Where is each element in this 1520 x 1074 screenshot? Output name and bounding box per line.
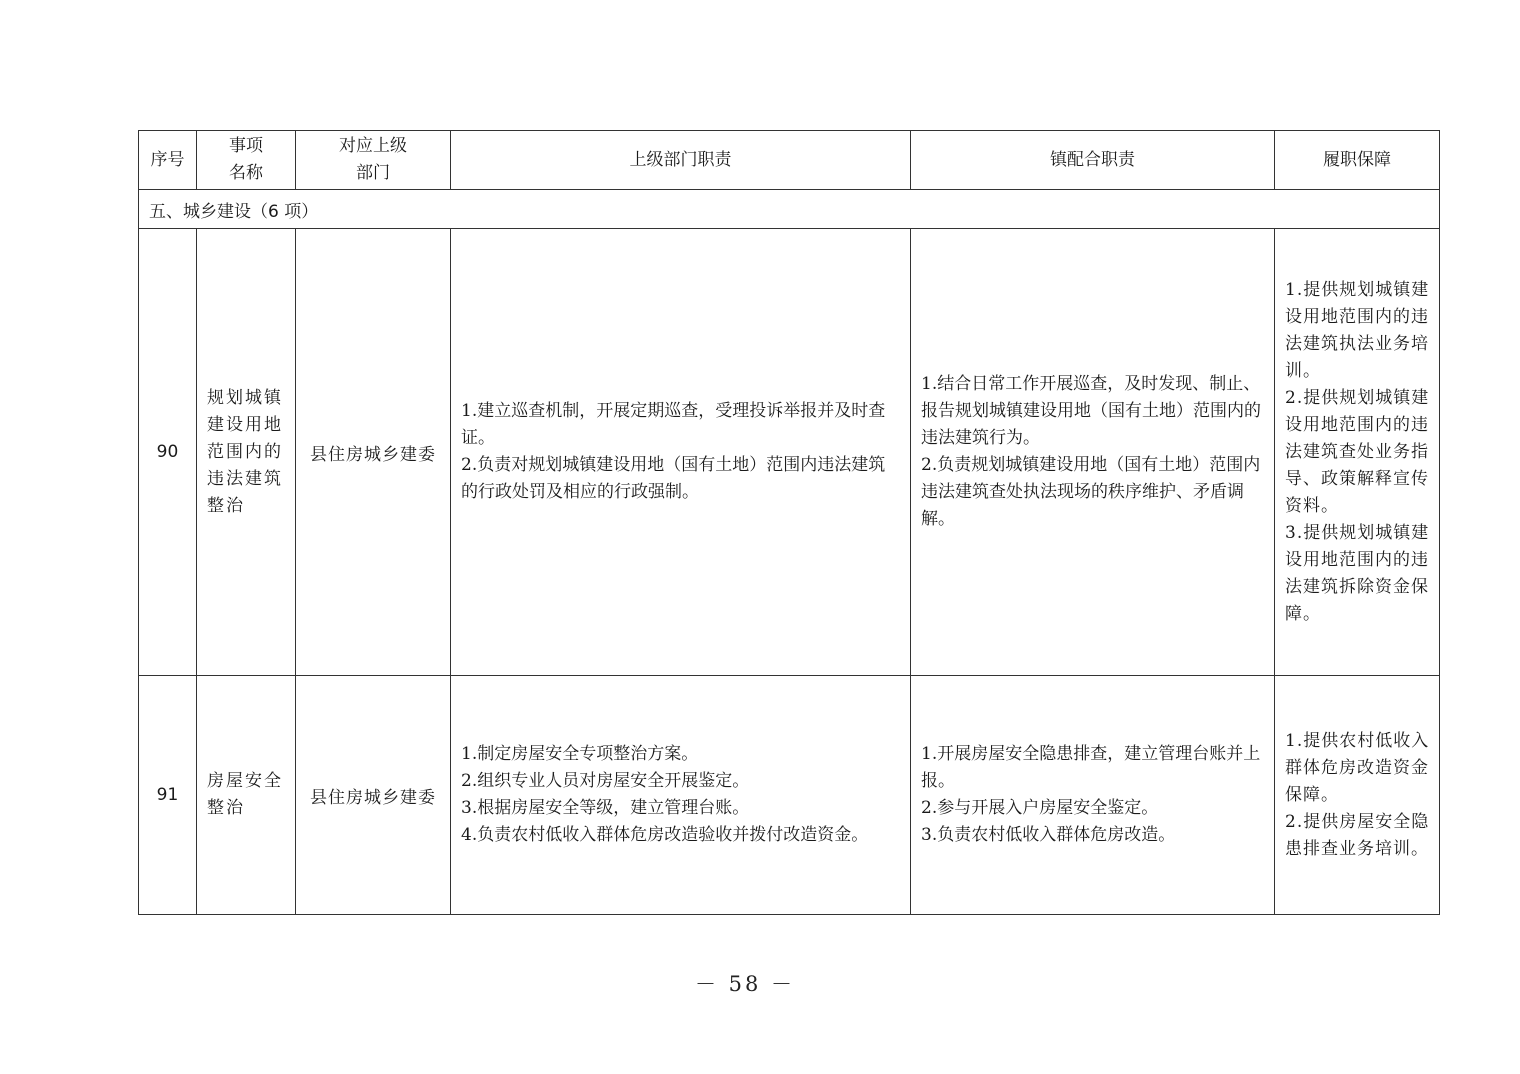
duty-table [138, 130, 1440, 915]
duty-item: 2.负责规划城镇建设用地（国有土地）范围内违法建筑查处执法现场的秩序维护、矛盾调解。 [921, 455, 1261, 529]
row-number: 90 [139, 229, 197, 676]
table-row [139, 676, 1440, 915]
item-name-line: 整治 [207, 495, 245, 516]
duty-item: 2.参与开展入户房屋安全鉴定。 [921, 798, 1159, 818]
section-title: 五、城乡建设（6 项） [139, 190, 1440, 229]
guarantee-item: 1.提供农村低收入群体危房改造资金保障。 [1285, 730, 1430, 805]
header-name [197, 131, 296, 190]
header-no: 序号 [139, 131, 197, 190]
header-town: 镇配合职责 [911, 131, 1275, 190]
duty-item: 1.制定房屋安全专项整治方案。 [461, 744, 699, 764]
header-superior: 上级部门职责 [451, 131, 911, 190]
duty-item: 2.组织专业人员对房屋安全开展鉴定。 [461, 771, 750, 791]
item-name-line: 违法建筑 [207, 468, 283, 489]
guarantee-item: 1.提供规划城镇建设用地范围内的违法建筑执法业务培训。 [1285, 279, 1430, 381]
item-name-line: 范围内的 [207, 441, 283, 462]
town-duties [911, 676, 1275, 915]
item-name-line: 房屋安全 [207, 771, 283, 791]
item-name-line: 建设用地 [207, 414, 283, 435]
duty-item: 1.建立巡查机制，开展定期巡查，受理投诉举报并及时查证。 [461, 401, 886, 448]
duty-item: 1.结合日常工作开展巡查，及时发现、制止、报告规划城镇建设用地（国有土地）范围内的违法建筑行为。 [921, 374, 1261, 448]
header-guarantee: 履职保障 [1275, 131, 1440, 190]
superior-duties [451, 229, 911, 676]
superior-dept: 县住房城乡建委 [296, 229, 451, 676]
header-dept-line: 部门 [356, 163, 390, 183]
header-row [139, 131, 1440, 190]
superior-duties [451, 676, 911, 915]
page-number: － 58 － [694, 972, 796, 996]
guarantee [1275, 676, 1440, 915]
town-duties [911, 229, 1275, 676]
header-name-line: 名称 [229, 163, 263, 183]
guarantee [1275, 229, 1440, 676]
duty-item: 3.根据房屋安全等级，建立管理台账。 [461, 798, 750, 818]
superior-dept: 县住房城乡建委 [296, 676, 451, 915]
row-number: 91 [139, 676, 197, 915]
header-dept-line: 对应上级 [339, 136, 407, 156]
section-row [139, 190, 1440, 229]
header-dept [296, 131, 451, 190]
item-name-line: 规划城镇 [207, 387, 283, 408]
item-name-line: 整治 [207, 798, 245, 818]
duty-item: 4.负责农村低收入群体危房改造验收并拨付改造资金。 [461, 825, 869, 845]
item-name [197, 676, 296, 915]
guarantee-item: 2.提供规划城镇建设用地范围内的违法建筑查处业务指导、政策解释宣传资料。 [1285, 387, 1430, 516]
guarantee-item: 2.提供房屋安全隐患排查业务培训。 [1285, 811, 1430, 859]
duty-item: 3.负责农村低收入群体危房改造。 [921, 825, 1176, 845]
header-name-line: 事项 [229, 136, 263, 156]
duty-item: 1.开展房屋安全隐患排查，建立管理台账并上报。 [921, 744, 1261, 791]
table-row [139, 229, 1440, 676]
item-name [197, 229, 296, 676]
guarantee-item: 3.提供规划城镇建设用地范围内的违法建筑拆除资金保障。 [1285, 522, 1430, 624]
duty-item: 2.负责对规划城镇建设用地（国有土地）范围内违法建筑的行政处罚及相应的行政强制。 [461, 455, 886, 502]
